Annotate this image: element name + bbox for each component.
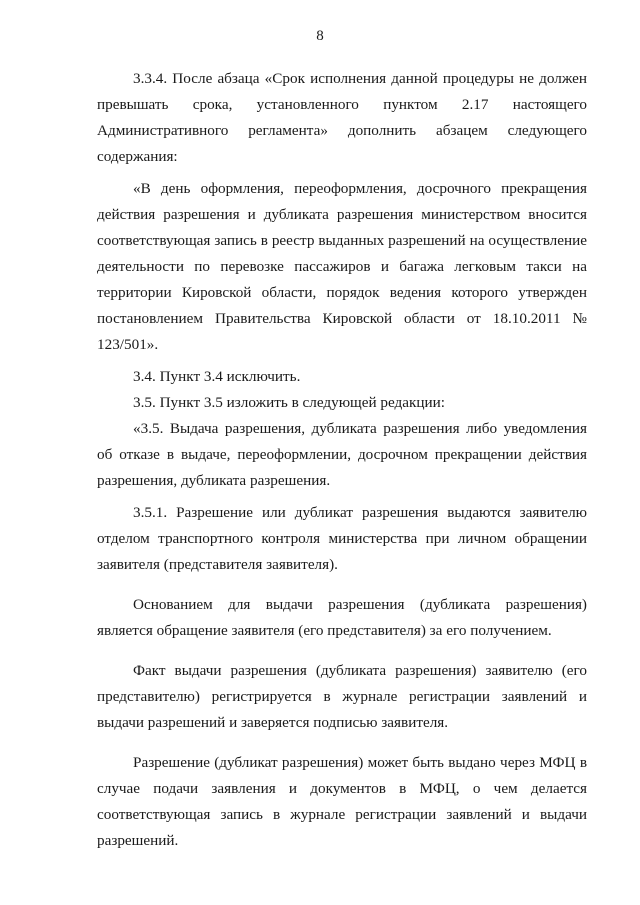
paragraph-registration: Факт выдачи разрешения (дубликата разрешения) заявителю (его представителю) регистрируется в журнале регистрации заявлений и выдачи разрешений и заверяется подписью заявителя. xyxy=(97,662,587,731)
document-body xyxy=(97,66,587,854)
paragraph-3-4: 3.4. Пункт 3.4 исключить. xyxy=(133,368,301,385)
paragraph-3-5-1: 3.5.1. Разрешение или дубликат разрешения выдаются заявителю отделом транспортного контроля министерства при личном обращении заявителя (представителя заявителя). xyxy=(97,504,587,573)
paragraph-3-5: 3.5. Пункт 3.5 изложить в следующей редакции: xyxy=(133,394,446,411)
paragraph-mfc: Разрешение (дубликат разрешения) может быть выдано через МФЦ в случае подачи заявления и документов в МФЦ, о чем делается соответствующая запись в журнале регистрации заявлений и выдачи разрешений. xyxy=(97,754,587,849)
paragraph-3-5-new-text: «3.5. Выдача разрешения, дубликата разрешения либо уведомления об отказе в выдаче, переоформлении, досрочном прекращении действия разрешения, дубликата разрешения. xyxy=(97,420,587,489)
page-number: 8 xyxy=(316,28,324,44)
paragraph-registry-entry: «В день оформления, переоформления, досрочного прекращения действия разрешения и дубликата разрешения министерством вносится соответствующая запись в реестр выданных разрешений на осуществление деятельности по перевозке пассажиров и багажа легковым такси на территории Кировской области, порядок ведения которого утвержден постановлением Правительства Кировской области от 18.10.2011 № 123/501». xyxy=(97,180,587,353)
paragraph-3-3-4: 3.3.4. После абзаца «Срок исполнения данной процедуры не должен превышать срока, установленного пунктом 2.17 настоящего Административного регламента» дополнить абзацем следующего содержания: xyxy=(97,70,587,165)
paragraph-basis: Основанием для выдачи разрешения (дубликата разрешения) является обращение заявителя (его представителя) за его получением. xyxy=(97,596,587,639)
